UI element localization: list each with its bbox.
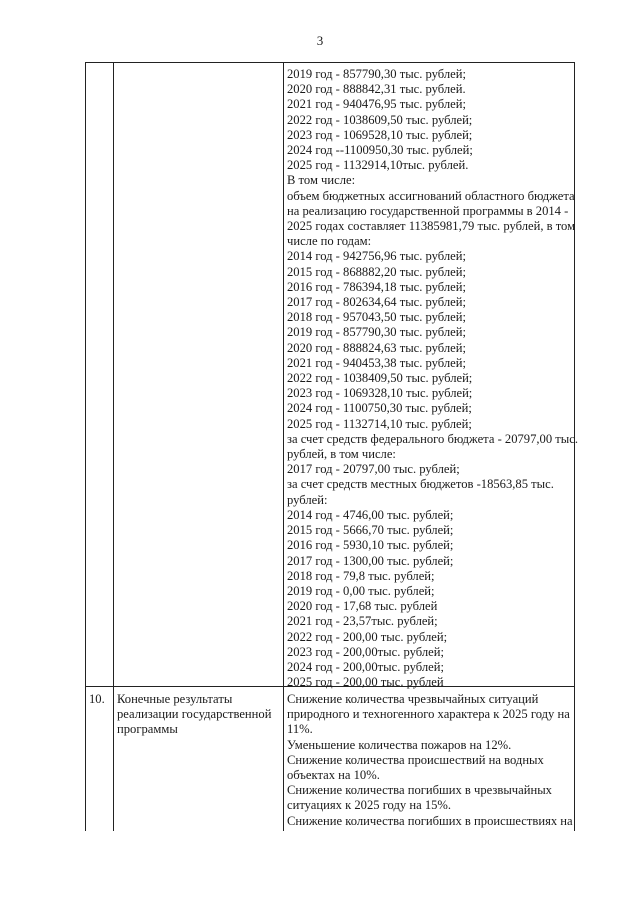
results-title-line: программы — [117, 722, 178, 737]
funding-line: 2020 год - 888842,31 тыс. рублей. — [287, 82, 466, 97]
funding-line: 2017 год - 1300,00 тыс. рублей; — [287, 553, 454, 568]
funding-line: за счет средств федерального бюджета - 20797,00 тыс. — [287, 431, 578, 446]
funding-line: 2023 год - 1069328,10 тыс. рублей; — [287, 386, 473, 401]
funding-line: объем бюджетных ассигнований областного бюджета — [287, 188, 575, 203]
result-line: Снижение количества происшествий на водных — [287, 752, 544, 767]
funding-line: на реализацию государственной программы в 2014 - — [287, 203, 569, 218]
funding-line: 2025 годах составляет 11385981,79 тыс. рублей, в том — [287, 219, 576, 234]
cell-row-number: 10. — [86, 687, 114, 831]
funding-line: 2022 год - 1038409,50 тыс. рублей; — [287, 371, 473, 386]
results-title-line: реализации государственной — [117, 707, 272, 722]
funding-line: 2023 год - 1069528,10 тыс. рублей; — [287, 127, 473, 142]
cell-funding-details — [284, 63, 578, 690]
cell-results-title — [114, 687, 284, 831]
funding-line: 2016 год - 786394,18 тыс. рублей; — [287, 279, 467, 294]
result-line: 11%. — [287, 722, 313, 737]
funding-line: 2024 год - 1100750,30 тыс. рублей; — [287, 401, 472, 416]
funding-line: 2017 год - 802634,64 тыс. рублей; — [287, 295, 467, 310]
funding-line: 2020 год - 888824,63 тыс. рублей; — [287, 340, 467, 355]
cell-number-empty — [86, 63, 114, 686]
page-number: 3 — [316, 33, 324, 48]
funding-line: рублей, в том числе: — [287, 447, 396, 462]
funding-line: за счет средств местных бюджетов -18563,85 тыс. — [287, 477, 554, 492]
result-line: Уменьшение количества пожаров на 12%. — [287, 737, 512, 752]
funding-line: 2021 год - 940453,38 тыс. рублей; — [287, 355, 467, 370]
funding-line: 2025 год - 1132714,10 тыс. рублей; — [287, 416, 472, 431]
funding-line: 2022 год - 1038609,50 тыс. рублей; — [287, 112, 473, 127]
cell-results-details — [284, 687, 575, 831]
funding-line: 2017 год - 20797,00 тыс. рублей; — [287, 462, 460, 477]
program-passport-table — [85, 62, 578, 831]
result-line: природного и техногенного характера к 2025 году на — [287, 707, 570, 722]
funding-line: 2021 год - 940476,95 тыс. рублей; — [287, 97, 467, 112]
funding-line: 2019 год - 857790,30 тыс. рублей; — [287, 325, 467, 340]
funding-line: 2014 год - 4746,00 тыс. рублей; — [287, 507, 454, 522]
funding-line: 2024 год --1100950,30 тыс. рублей; — [287, 143, 473, 158]
table-row-final-results — [86, 687, 575, 831]
funding-line: 2025 год - 200,00 тыс. рублей — [287, 675, 444, 690]
funding-line: 2023 год - 200,00тыс. рублей; — [287, 644, 444, 659]
result-line: Снижение количества погибших в происшествиях на — [287, 813, 573, 828]
result-line: объектах на 10%. — [287, 768, 380, 783]
funding-line: 2025 год - 1132914,10тыс. рублей. — [287, 158, 469, 173]
funding-line: рублей: — [287, 492, 328, 507]
funding-line: числе по годам: — [287, 234, 372, 249]
funding-line: 2020 год - 17,68 тыс. рублей — [287, 599, 438, 614]
result-line: Снижение количества чрезвычайных ситуаций — [287, 692, 539, 706]
funding-line: 2014 год - 942756,96 тыс. рублей; — [287, 249, 467, 264]
funding-line: 2015 год - 868882,20 тыс. рублей; — [287, 264, 467, 279]
funding-line: 2024 год - 200,00тыс. рублей; — [287, 659, 444, 674]
cell-title-empty — [114, 63, 284, 686]
funding-line: 2015 год - 5666,70 тыс. рублей; — [287, 523, 454, 538]
funding-line: 2022 год - 200,00 тыс. рублей; — [287, 629, 448, 644]
result-line: Снижение количества погибших в чрезвычайных — [287, 783, 552, 798]
funding-line: 2016 год - 5930,10 тыс. рублей; — [287, 538, 454, 553]
funding-line: 2018 год - 957043,50 тыс. рублей; — [287, 310, 467, 325]
funding-line: 2021 год - 23,57тыс. рублей; — [287, 614, 438, 629]
table-row-funding-continued — [86, 63, 578, 690]
result-line: ситуациях к 2025 году на 15%. — [287, 798, 452, 813]
funding-line: 2019 год - 857790,30 тыс. рублей; — [287, 67, 467, 81]
funding-line: 2018 год - 79,8 тыс. рублей; — [287, 568, 435, 583]
funding-line: В том числе: — [287, 173, 356, 188]
funding-line: 2019 год - 0,00 тыс. рублей; — [287, 583, 435, 598]
results-title-line: Конечные результаты — [117, 692, 233, 706]
